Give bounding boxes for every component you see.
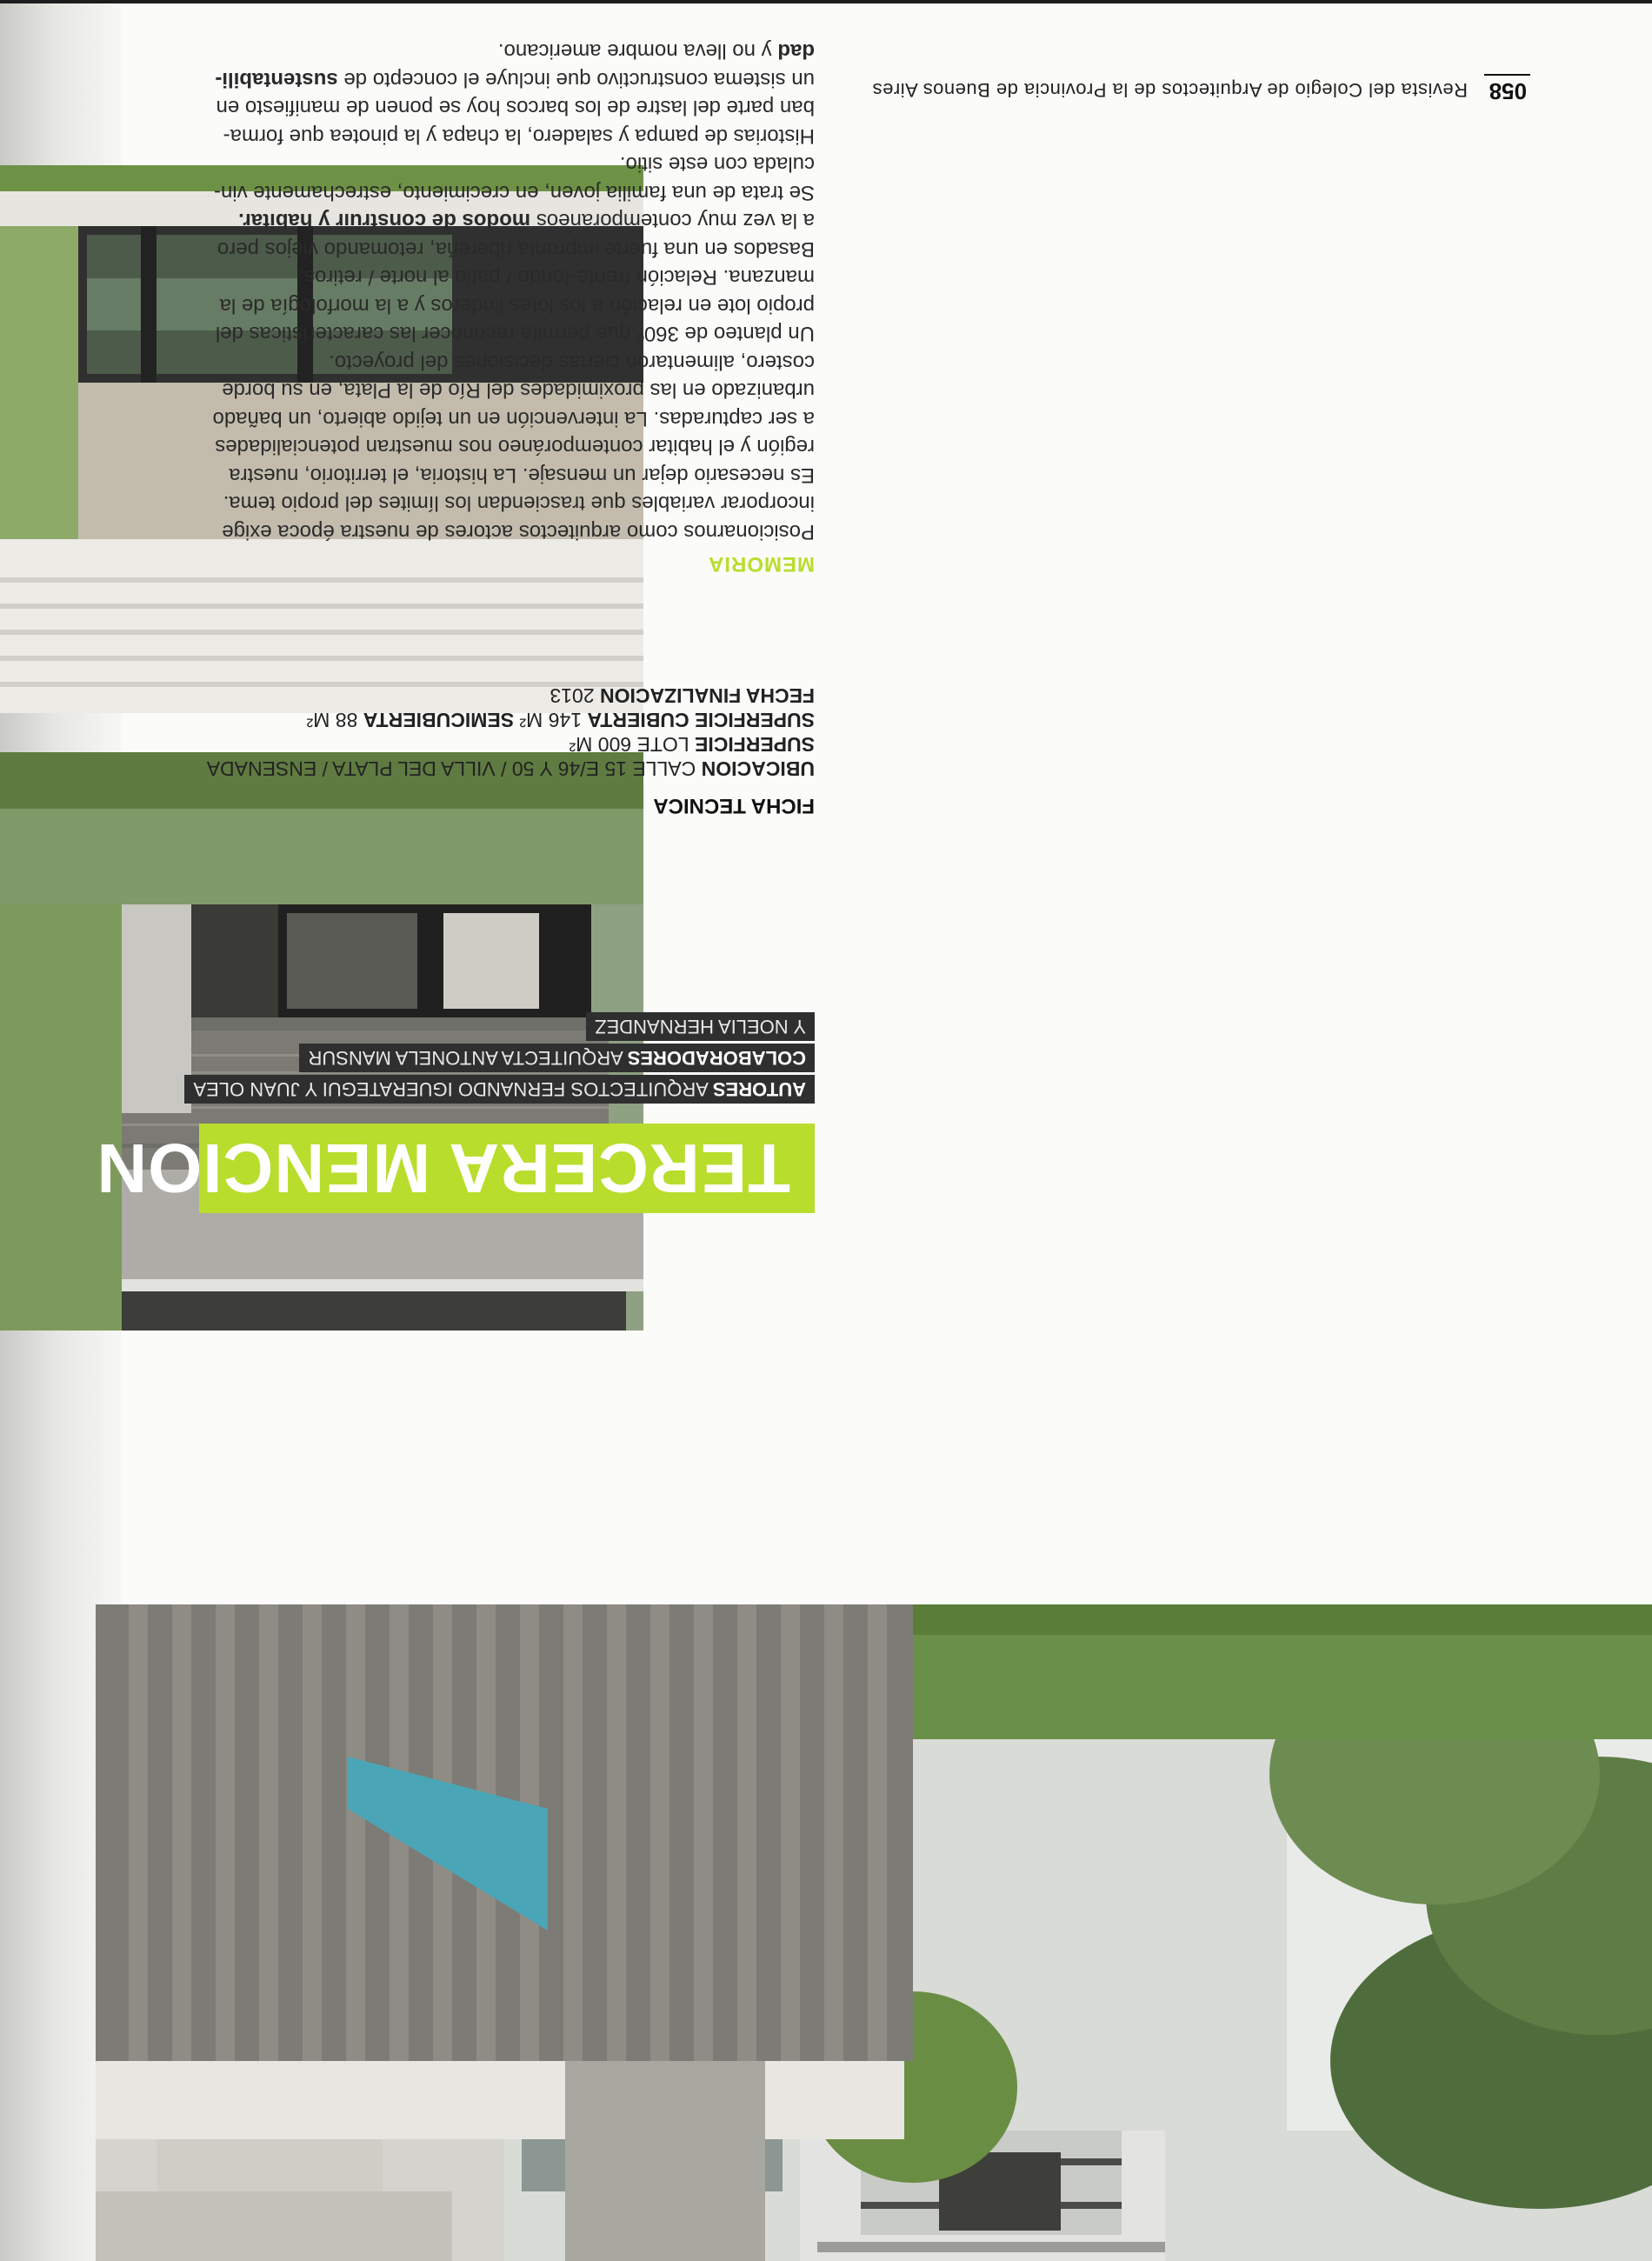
- spec-ubicacion-value: CALLE 15 E/46 Y 50 / VILLA DEL PLATA / ENSENADA: [206, 757, 696, 780]
- memoria-line: culada con este sitio.: [619, 152, 815, 177]
- credit-autores: [184, 1075, 815, 1104]
- memoria-body: [187, 37, 815, 545]
- memoria-line: a la vez muy contemporáneos modos de construir y habitar.: [238, 209, 815, 233]
- memoria-text: un sistema constructivo que incluye el concepto de: [343, 68, 815, 91]
- memoria-line: costero, alimentaron ciertas decisiones del proyecto.: [329, 350, 815, 374]
- ficha-tecnica-heading: FICHA TECNICA: [653, 794, 815, 817]
- credit-colab-label: COLABORADORES: [627, 1047, 806, 1069]
- spec-cubierta-value: 146 M²: [519, 709, 583, 731]
- credit-colab-line2: Y NOELIA HERNANDEZ: [595, 1016, 806, 1037]
- memoria-line: urbanizado en las proximidades del Río de la Plata, en su borde: [222, 378, 815, 403]
- spec-lote-label: SUPERFICIE: [694, 733, 815, 756]
- spec-fecha: [550, 684, 815, 708]
- memoria-line: Historias de pampa y saladero, la chapa y la pinotea que forma-: [223, 124, 815, 148]
- award-title: TERCERA MENCION: [96, 1130, 790, 1207]
- memoria-line: a ser capturadas. La intervención en un tejido abierto, un bañado: [212, 407, 815, 430]
- memoria-line: ban parte del lastre de los barcos hoy se ponen de manifiesto en: [216, 96, 815, 120]
- spec-cubierta: [307, 708, 815, 732]
- memoria-emphasis: sustentabili-: [215, 68, 338, 91]
- memoria-emphasis: dad: [777, 39, 815, 63]
- page-number: 058: [1484, 74, 1530, 104]
- memoria-text: a la vez muy contemporáneos: [536, 209, 815, 233]
- memoria-emphasis: modos de construir y habitar: [243, 209, 531, 233]
- credit-colaboradores: [299, 1044, 815, 1072]
- memoria-line: Es necesario dejar un mensaje. La historia, el territorio, nuestra: [229, 464, 815, 487]
- spec-fecha-value: 2013: [550, 684, 595, 707]
- spec-ubicacion-label: UBICACION: [701, 757, 815, 780]
- photo-entrance-fence: [96, 1604, 1652, 2261]
- memoria-line: [187, 37, 815, 65]
- memoria-text: y no lleva nombre americano.: [497, 39, 772, 63]
- credit-autores-label: AUTORES: [712, 1078, 806, 1100]
- spec-lote: [570, 732, 815, 757]
- publication-title: Revista del Colegio de Arquitectos de la Provincia de Buenos Aires: [872, 79, 1468, 101]
- memoria-line: Posicionarnos como arquitectos actores de nuestra época exige: [222, 520, 815, 544]
- credit-autores-value: ARQUITECTOS FERNANDO IGUERATEGUI Y JUAN OLEA: [193, 1078, 709, 1100]
- spec-semi-label: SEMICUBIERTA: [363, 709, 515, 731]
- memoria-line: propio lote en relación a los lotes linderos y a la morfología de la: [219, 294, 815, 317]
- spec-semi-value: 88 M²: [306, 709, 358, 731]
- credit-colab-value: ARQUITECTA ANTONELA MANSUR: [308, 1047, 623, 1069]
- spec-ubicacion: [207, 757, 815, 781]
- credit-colaboradores-2: [586, 1012, 815, 1041]
- memoria-line: incorporar variables que trasciendan los límites del propio tema.: [223, 491, 815, 516]
- page-header: [748, 70, 1530, 104]
- memoria-heading: MEMORIA: [708, 552, 815, 576]
- memoria-line: [187, 65, 815, 94]
- memoria-line: manzana. Relación frente-fondo / patio al norte / retiros.: [298, 265, 815, 290]
- photo-house-glazing: [0, 752, 643, 1331]
- spec-fecha-label: FECHA FINALIZACION: [599, 684, 815, 707]
- spec-lote-value: LOTE 600 M²: [569, 733, 689, 756]
- memoria-line: región y el habitar contemporáneo nos muestran potencialidades: [215, 435, 815, 459]
- spec-cubierta-label: SUPERFICIE CUBIERTA: [587, 709, 815, 731]
- memoria-line: Se trata de una familia joven, en crecimiento, estrechamente vin-: [213, 181, 815, 204]
- memoria-line: Un planteo de 360º que permite reconocer las características del: [215, 322, 815, 346]
- memoria-line: Basados en una fuerte impronta ribereña, retomando viejos pero: [216, 237, 815, 261]
- award-banner: [96, 1124, 815, 1213]
